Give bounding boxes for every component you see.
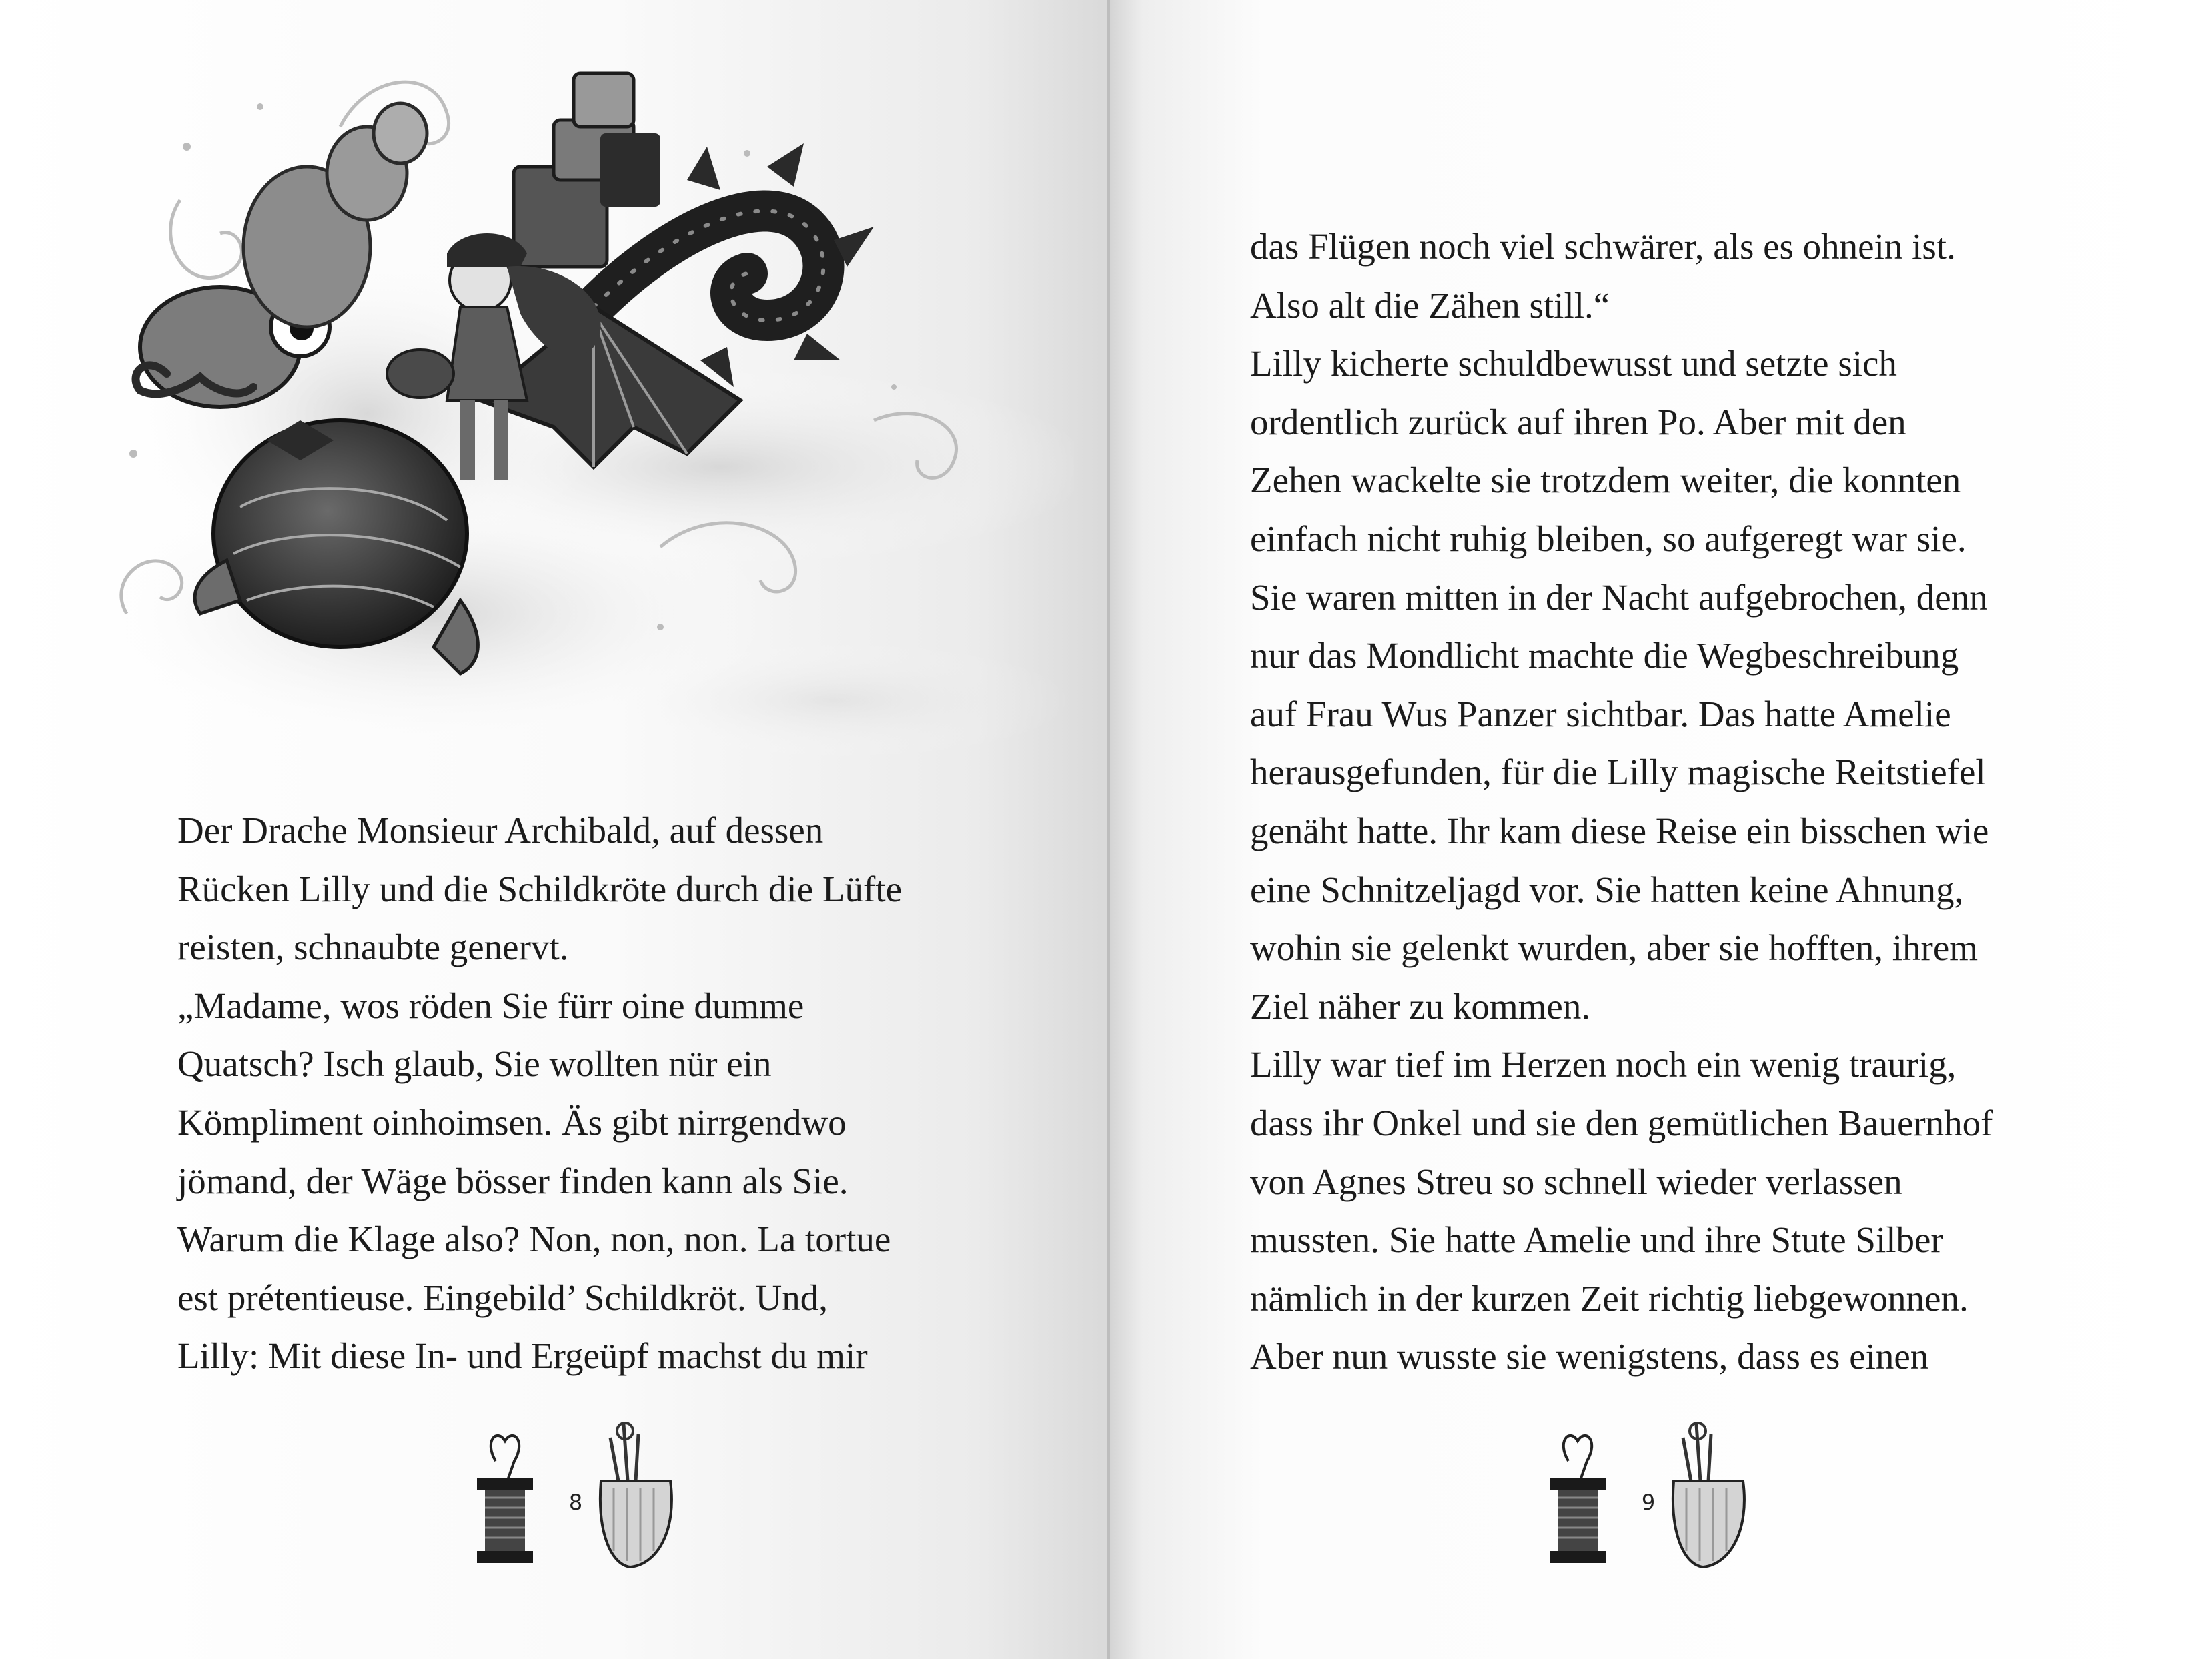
page-footer-left bbox=[470, 1418, 690, 1571]
text-line: jömand, der Wäge bösser finden kann als Sie. bbox=[177, 1160, 849, 1201]
text-line: einfach nicht ruhig bleiben, so aufgeregt war sie. bbox=[1250, 518, 1967, 559]
text-line: Aber nun wusste sie wenigstens, dass es einen bbox=[1250, 1336, 1929, 1377]
text-line: Also alt die Zähen still.“ bbox=[1250, 284, 1610, 326]
text-line: Lilly: Mit diese In- und Ergeüpf machst du mir bbox=[177, 1335, 868, 1377]
text-line: wohin sie gelenkt wurden, aber sie hofften, ihrem bbox=[1250, 927, 1979, 969]
right-body-text bbox=[1250, 217, 1993, 1386]
left-body-text bbox=[177, 801, 902, 1386]
thread-spool-heart-icon bbox=[1550, 1436, 1606, 1563]
page-number: 8 bbox=[568, 1490, 583, 1515]
text-line: reisten, schnaubte genervt. bbox=[177, 927, 569, 968]
text-line: est prétentieuse. Eingebild’ Schildkröt. Und, bbox=[177, 1277, 828, 1318]
text-line: von Agnes Streu so schnell wieder verlassen bbox=[1250, 1161, 1902, 1202]
text-line: Sie waren mitten in der Nacht aufgebrochen, denn bbox=[1250, 576, 1988, 618]
text-line: auf Frau Wus Panzer sichtbar. Das hatte Amelie bbox=[1250, 693, 1951, 734]
text-line: nur das Mondlicht machte die Wegbeschreibung bbox=[1250, 635, 1959, 676]
dragon-illustration bbox=[87, 27, 1074, 774]
text-line: genäht hatte. Ihr kam diese Reise ein bisschen wie bbox=[1250, 810, 1989, 851]
text-line: Der Drache Monsieur Archibald, auf dessen bbox=[177, 810, 824, 851]
text-line: Zehen wackelte sie trotzdem weiter, die konnten bbox=[1250, 460, 1961, 501]
sewing-pouch-icon bbox=[600, 1423, 672, 1567]
page-number: 9 bbox=[1641, 1490, 1656, 1515]
text-line: Warum die Klage also? Non, non, non. La tortue bbox=[177, 1219, 891, 1260]
page-footer-right bbox=[1543, 1418, 1763, 1571]
text-line: herausgefunden, für die Lilly magische Reitstiefel bbox=[1250, 752, 1986, 793]
text-line: ordentlich zurück auf ihren Po. Aber mit den bbox=[1250, 401, 1906, 442]
text-line: Kömpliment oinhoimsen. Äs gibt nirrgendwo bbox=[177, 1101, 847, 1143]
text-line: „Madame, wos röden Sie fürr oine dumme bbox=[177, 985, 804, 1026]
text-line: Quatsch? Isch glaub, Sie wollten nür ein bbox=[177, 1043, 772, 1085]
text-line: eine Schnitzeljagd vor. Sie hatten keine Ahnung, bbox=[1250, 869, 1964, 910]
text-line: dass ihr Onkel und sie den gemütlichen Bauernhof bbox=[1250, 1102, 1993, 1143]
text-line: mussten. Sie hatte Amelie und ihre Stute Silber bbox=[1250, 1219, 1943, 1261]
text-line: Rücken Lilly und die Schildkröte durch die Lüfte bbox=[177, 868, 902, 909]
text-line: Lilly kicherte schuldbewusst und setzte sich bbox=[1250, 343, 1897, 384]
text-line: Ziel näher zu kommen. bbox=[1250, 985, 1591, 1027]
thread-spool-heart-icon bbox=[477, 1436, 533, 1563]
text-line: nämlich in der kurzen Zeit richtig liebgewonnen. bbox=[1250, 1277, 1969, 1319]
sewing-pouch-icon bbox=[1673, 1423, 1744, 1567]
text-line: das Flügen noch viel schwärer, als es ohnein ist. bbox=[1250, 226, 1956, 267]
text-line: Lilly war tief im Herzen noch ein wenig traurig, bbox=[1250, 1044, 1957, 1085]
